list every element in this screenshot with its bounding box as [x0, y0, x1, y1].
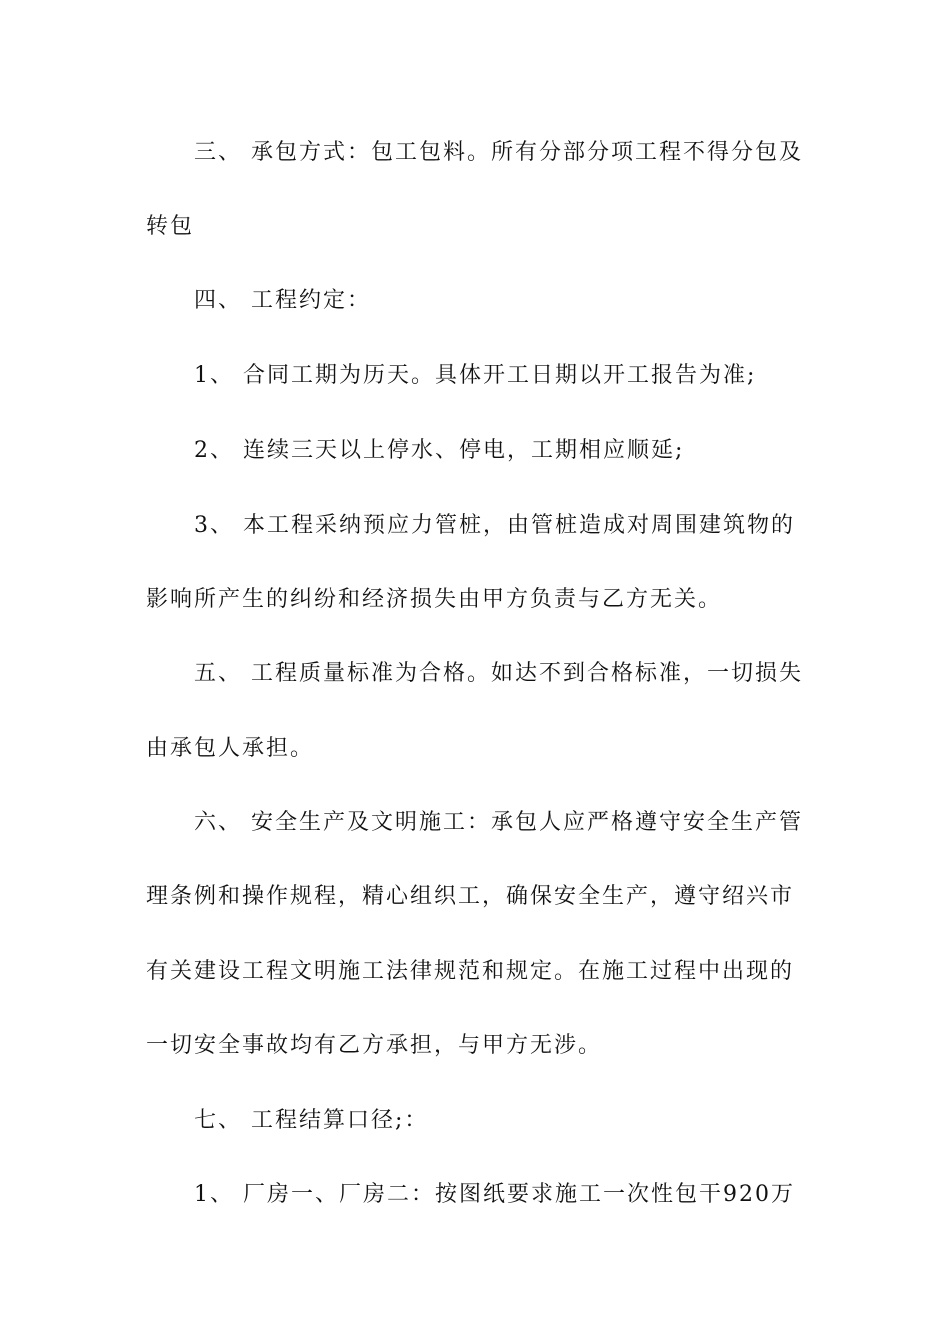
section-6-line-1: 六、 安全生产及文明施工：承包人应严格遵守安全生产管 [194, 810, 803, 835]
item-4-2: 2、 连续三天以上停水、停电，工期相应顺延; [194, 438, 685, 463]
section-4-heading: 四、 工程约定： [194, 288, 371, 313]
item-4-1: 1、 合同工期为历天。具体开工日期以开工报告为准; [194, 363, 757, 388]
item-4-3-line-1: 3、 本工程采纳预应力管桩，由管桩造成对周围建筑物的 [194, 513, 795, 538]
item-7-1: 1、 厂房一、厂房二：按图纸要求施工一次性包干920万 [194, 1182, 795, 1207]
section-5-line-2: 由承包人承担。 [146, 736, 315, 761]
section-6-line-2: 理条例和操作规程，精心组织工，确保安全生产，遵守绍兴市 [146, 884, 795, 909]
section-5-line-1: 五、 工程质量标准为合格。如达不到合格标准，一切损失 [194, 661, 803, 686]
item-4-3-line-2: 影响所产生的纠纷和经济损失由甲方负责与乙方无关。 [146, 587, 723, 612]
section-7-heading: 七、 工程结算口径;： [194, 1108, 429, 1133]
section-6-line-3: 有关建设工程文明施工法律规范和规定。在施工过程中出现的 [146, 959, 795, 984]
section-3-line-1: 三、 承包方式：包工包料。所有分部分项工程不得分包及 [194, 140, 803, 165]
section-3-line-2: 转包 [146, 214, 195, 239]
section-6-line-4: 一切安全事故均有乙方承担，与甲方无涉。 [146, 1033, 603, 1058]
